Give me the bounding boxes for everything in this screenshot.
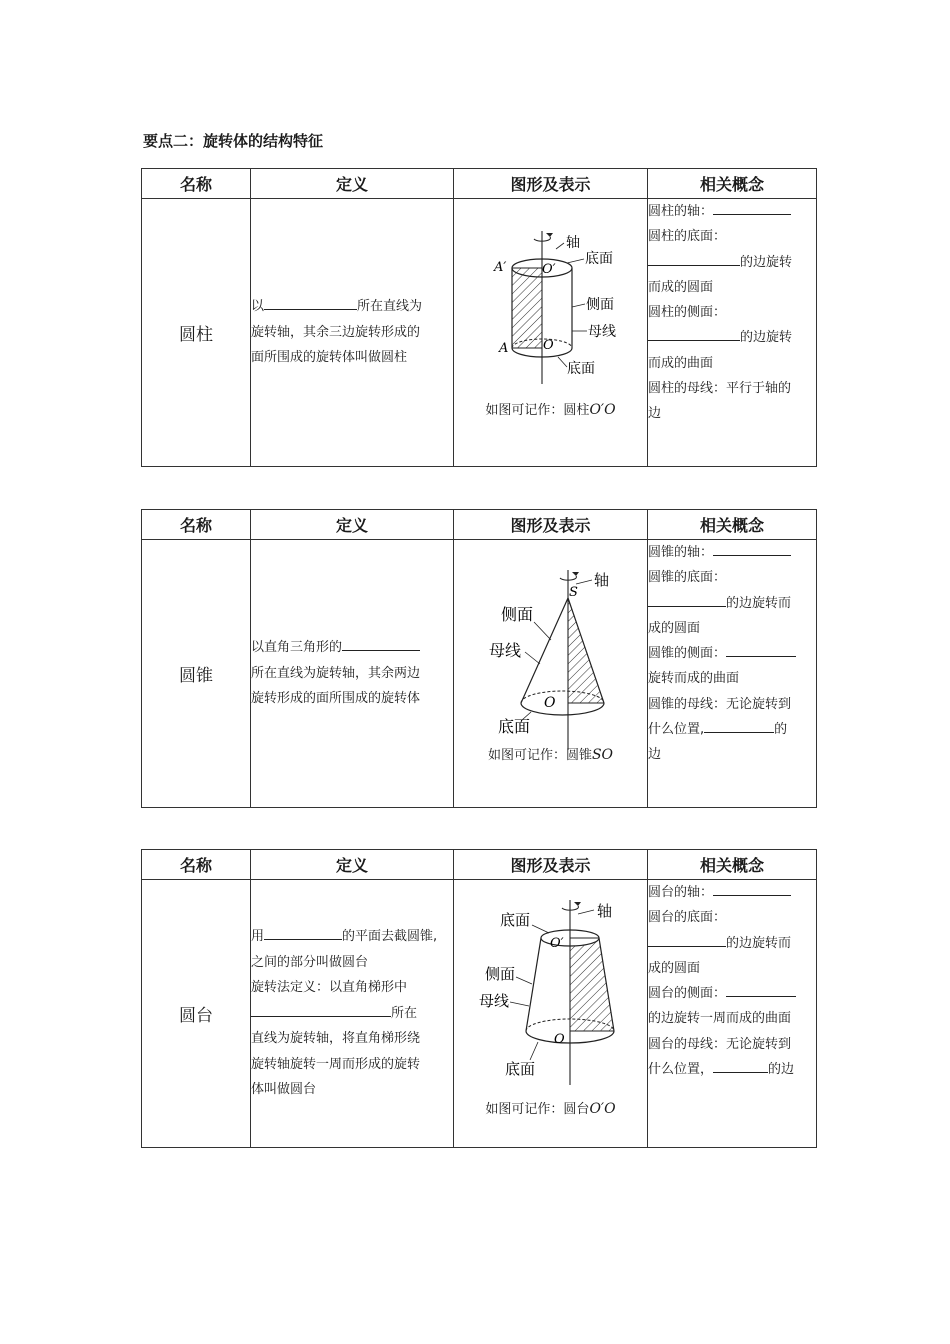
base-label: 底面 xyxy=(498,717,531,736)
cylinder-concepts: 圆柱的轴： 圆柱的底面： 的边旋转 而成的圆面 圆柱的侧面： 的边旋转 而成的曲面 圆柱的母线：平行于轴的 边 xyxy=(648,199,817,467)
blank xyxy=(648,932,726,947)
blank xyxy=(704,718,774,733)
blank xyxy=(713,541,791,556)
header-concepts: 相关概念 xyxy=(648,850,817,880)
header-name: 名称 xyxy=(142,510,251,540)
blank xyxy=(713,1058,768,1073)
generatrix-label: 母线 xyxy=(588,324,616,340)
axis-label: 轴 xyxy=(597,902,613,920)
axis-label: 轴 xyxy=(566,235,580,251)
frustum-diagram xyxy=(454,880,648,1102)
header-figure: 图形及表示 xyxy=(454,510,648,540)
axis-label: 轴 xyxy=(594,571,610,589)
blank xyxy=(726,982,796,997)
side-label: 侧面 xyxy=(485,965,516,983)
cylinder-caption: 如图可记作：圆柱O′O xyxy=(485,402,616,418)
header-row xyxy=(142,169,817,199)
o-label: O xyxy=(544,695,556,711)
generatrix-label: 母线 xyxy=(479,992,510,1010)
frustum-concepts: 圆台的轴： 圆台的底面： 的边旋转而 成的圆面 圆台的侧面： 的边旋转一周而成的曲面 圆台的母线：无论旋转到 什么位置， 的边 xyxy=(648,880,817,1148)
blank xyxy=(264,925,342,940)
cylinder-name: 圆柱 xyxy=(142,199,251,467)
side-label: 侧面 xyxy=(501,605,534,624)
side-label: 侧面 xyxy=(586,297,614,313)
cone-name: 圆锥 xyxy=(142,540,251,808)
o-label: O xyxy=(554,1032,565,1047)
cone-row xyxy=(142,540,817,808)
frustum-figure xyxy=(454,880,648,1148)
cone-table xyxy=(141,509,817,808)
cone-figure xyxy=(454,540,648,808)
cylinder-definition: 以 所在直线为 旋转轴，其余三边旋转形成的 面所围成的旋转体叫做圆柱 xyxy=(251,199,454,467)
blank xyxy=(648,326,740,341)
a-prime-label: A′ xyxy=(494,260,507,275)
cone-definition: 以直角三角形的 所在直线为旋转轴，其余两边 旋转形成的面所围成的旋转体 xyxy=(251,540,454,808)
header-figure: 图形及表示 xyxy=(454,850,648,880)
bottom-base-label: 底面 xyxy=(505,1060,536,1078)
o-prime-label: O′ xyxy=(542,262,556,277)
cylinder-row xyxy=(142,199,817,467)
cone-caption: 如图可记作：圆锥SO xyxy=(487,747,614,763)
a-label: A xyxy=(499,341,509,356)
header-definition: 定义 xyxy=(251,510,454,540)
blank xyxy=(648,592,726,607)
generatrix-label: 母线 xyxy=(489,641,522,660)
header-definition: 定义 xyxy=(251,850,454,880)
blank xyxy=(713,200,791,215)
blank xyxy=(648,251,740,266)
header-name: 名称 xyxy=(142,169,251,199)
header-definition: 定义 xyxy=(251,169,454,199)
section-heading: 要点二：旋转体的结构特征 xyxy=(143,132,324,150)
blank xyxy=(251,1002,391,1017)
cone-diagram xyxy=(454,540,648,758)
frustum-caption: 如图可记作：圆台O′O xyxy=(485,1101,616,1117)
header-concepts: 相关概念 xyxy=(648,510,817,540)
blank xyxy=(713,881,791,896)
frustum-table xyxy=(141,849,817,1148)
frustum-name: 圆台 xyxy=(142,880,251,1148)
blank xyxy=(342,636,420,651)
frustum-row xyxy=(142,880,817,1148)
header-name: 名称 xyxy=(142,850,251,880)
cylinder-table xyxy=(141,168,817,467)
header-row xyxy=(142,510,817,540)
blank xyxy=(264,295,357,310)
cylinder-diagram xyxy=(454,199,648,399)
header-figure: 图形及表示 xyxy=(454,169,648,199)
header-concepts: 相关概念 xyxy=(648,169,817,199)
cone-concepts: 圆锥的轴： 圆锥的底面： 的边旋转而 成的圆面 圆锥的侧面： 旋转而成的曲面 圆锥的母线：无论旋转到 什么位置, 的 边 xyxy=(648,540,817,808)
cylinder-figure xyxy=(454,199,648,467)
header-row xyxy=(142,850,817,880)
frustum-definition: 用 的平面去截圆锥, 之间的部分叫做圆台 旋转法定义：以直角梯形中 所在 直线为旋转轴，将直角梯形绕 旋转轴旋转一周而形成的旋转 体叫做圆台 xyxy=(251,880,454,1148)
top-base-label: 底面 xyxy=(585,251,613,267)
o-prime-label: O′ xyxy=(550,936,564,951)
blank xyxy=(726,642,796,657)
o-label: O xyxy=(543,338,554,353)
s-label: S xyxy=(569,585,578,600)
bottom-base-label: 底面 xyxy=(567,361,595,377)
top-base-label: 底面 xyxy=(500,911,531,929)
